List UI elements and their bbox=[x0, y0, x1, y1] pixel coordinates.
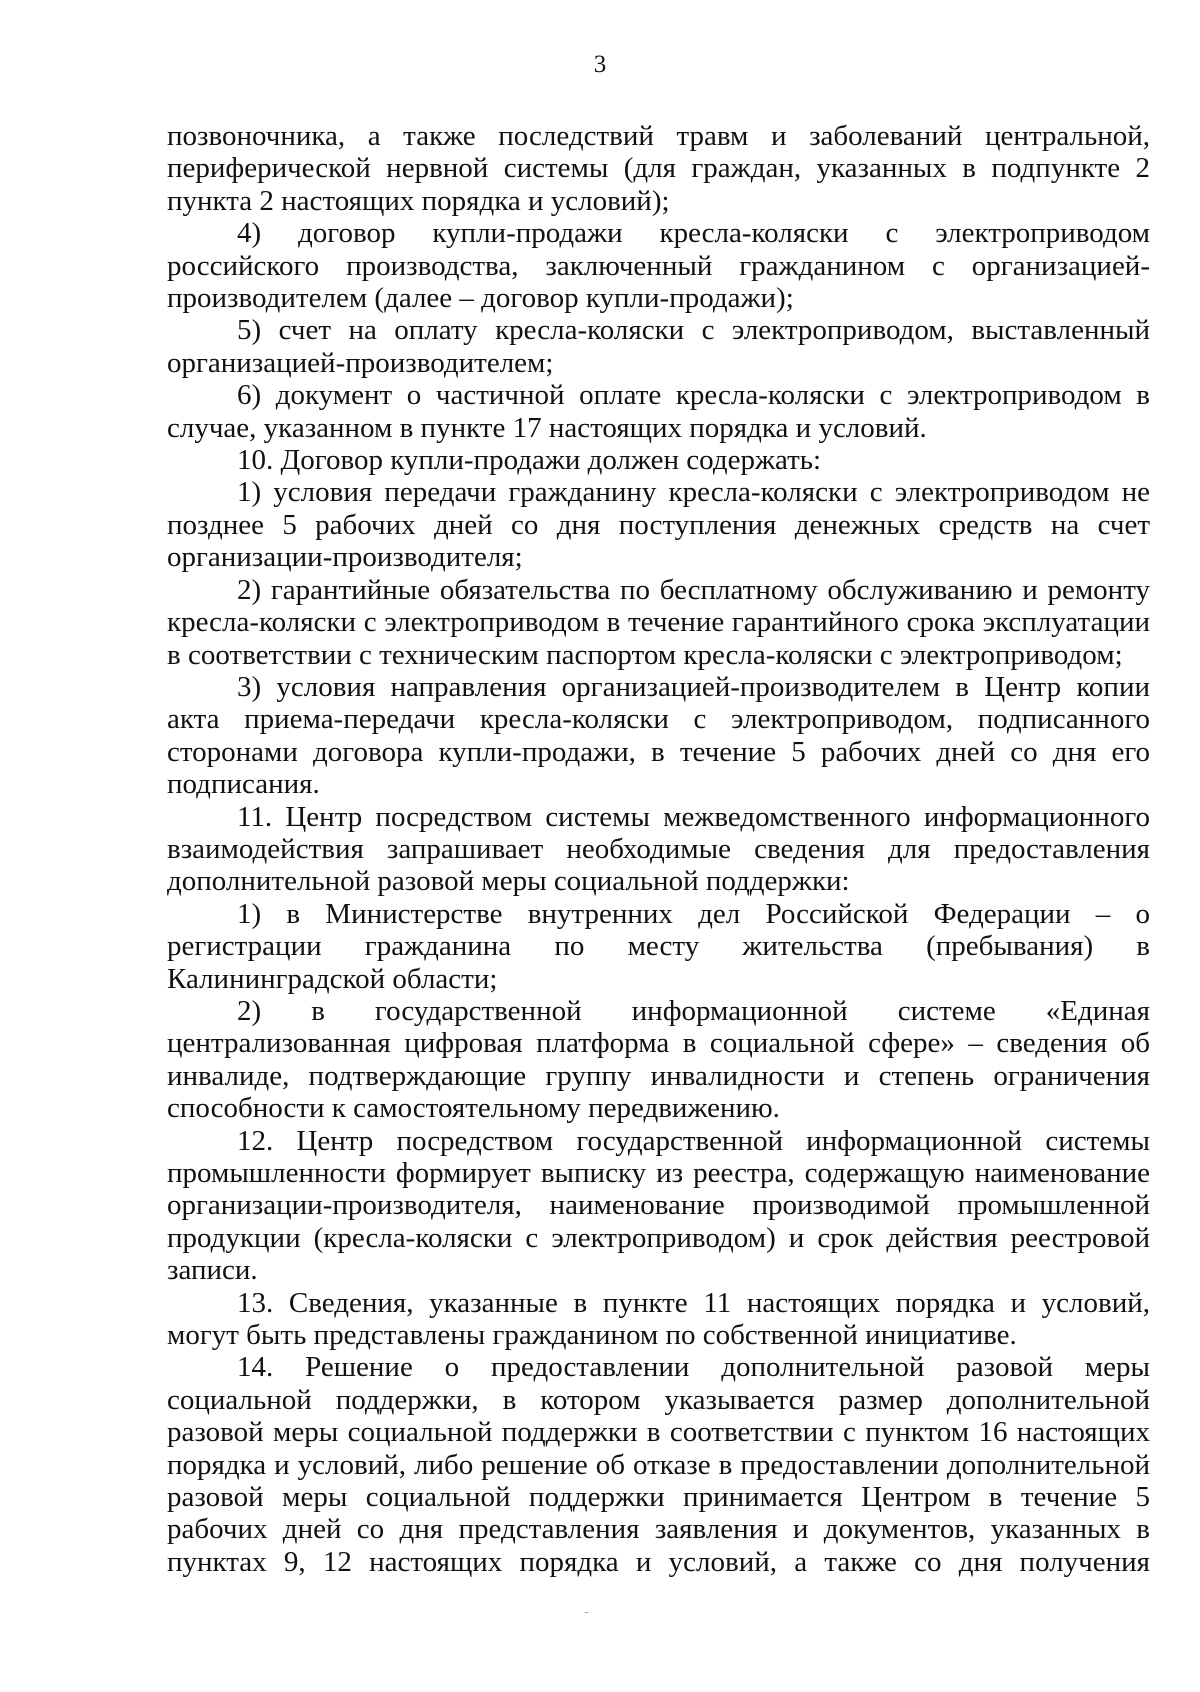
paragraph-spine-continuation: позвоночника, а также последствий травм и заболеваний центральной, периферической нервной системы (для граждан, указанных в подпункте 2 пункта 2 настоящих порядка и условий); bbox=[167, 120, 1150, 217]
document-body bbox=[167, 120, 1150, 1578]
paragraph-item-5-invoice: 5) счет на оплату кресла-коляски с электроприводом, выставленный организацией-производителем; bbox=[167, 314, 1150, 379]
page-number: 3 bbox=[593, 51, 607, 78]
paragraph-section-10-item-1: 1) условия передачи гражданину кресла-коляски с электроприводом не позднее 5 рабочих дней со дня поступления денежных средств на счет организации-производителя; bbox=[167, 476, 1150, 574]
paragraph-item-6-partial-payment: 6) документ о частичной оплате кресла-коляски с электроприводом в случае, указанном в пункте 17 настоящих порядка и условий. bbox=[167, 379, 1150, 444]
paragraph-section-10-item-3: 3) условия направления организацией-производителем в Центр копии акта приема-передачи кресла-коляски с электроприводом, подписанного сторонами договора купли-продажи, в течение 5 рабочих дней со дня его подписания. bbox=[167, 670, 1150, 801]
paragraph-section-12: 12. Центр посредством государственной информационной системы промышленности формирует выписку из реестра, содержащую наименование организации-производителя, наименование производимой промышленной продукции (кресла-коляски с электроприводом) и срок действия реестровой записи. bbox=[167, 1124, 1150, 1287]
paragraph-section-11: 11. Центр посредством системы межведомственного информационного взаимодействия запрашивает необходимые сведения для предоставления дополнительной разовой меры социальной поддержки: bbox=[167, 800, 1150, 898]
paragraph-section-13: 13. Сведения, указанные в пункте 11 настоящих порядка и условий, могут быть представлены гражданином по собственной инициативе. bbox=[167, 1286, 1150, 1352]
paragraph-section-11-item-1: 1) в Министерстве внутренних дел Российской Федерации – о регистрации гражданина по месту жительства (пребывания) в Калининградской области; bbox=[167, 897, 1150, 995]
paragraph-section-11-item-2: 2) в государственной информационной системе «Единая централизованная цифровая платформа в социальной сфере» – сведения об инвалиде, подтверждающие группу инвалидности и степень ограничения способности к самостоятельному передвижению. bbox=[167, 994, 1150, 1125]
paragraph-item-4-contract: 4) договор купли-продажи кресла-коляски с электроприводом российского производства, заключенный гражданином с организацией-производителем (далее – договор купли-продажи); bbox=[167, 217, 1150, 315]
paragraph-section-10-item-2: 2) гарантийные обязательства по бесплатному обслуживанию и ремонту кресла-коляски с электроприводом в течение гарантийного срока эксплуатации в соответствии с техническим паспортом кресла-коляски с электроприводом; bbox=[167, 573, 1150, 671]
scan-artifact bbox=[585, 1612, 588, 1613]
paragraph-section-10: 10. Договор купли-продажи должен содержать: bbox=[237, 444, 822, 477]
paragraph-section-14: 14. Решение о предоставлении дополнительной разовой меры социальной поддержки, в котором указывается размер дополнительной разовой меры социальной поддержки в соответствии с пунктом 16 настоящих порядка и условий, либо решение об отказе в предоставлении дополнительной разовой меры социальной поддержки принимается Центром в течение 5 рабочих дней со дня представления заявления и документов, указанных в пунктах 9, 12 настоящих порядка и условий, а также со дня получения bbox=[167, 1351, 1150, 1578]
